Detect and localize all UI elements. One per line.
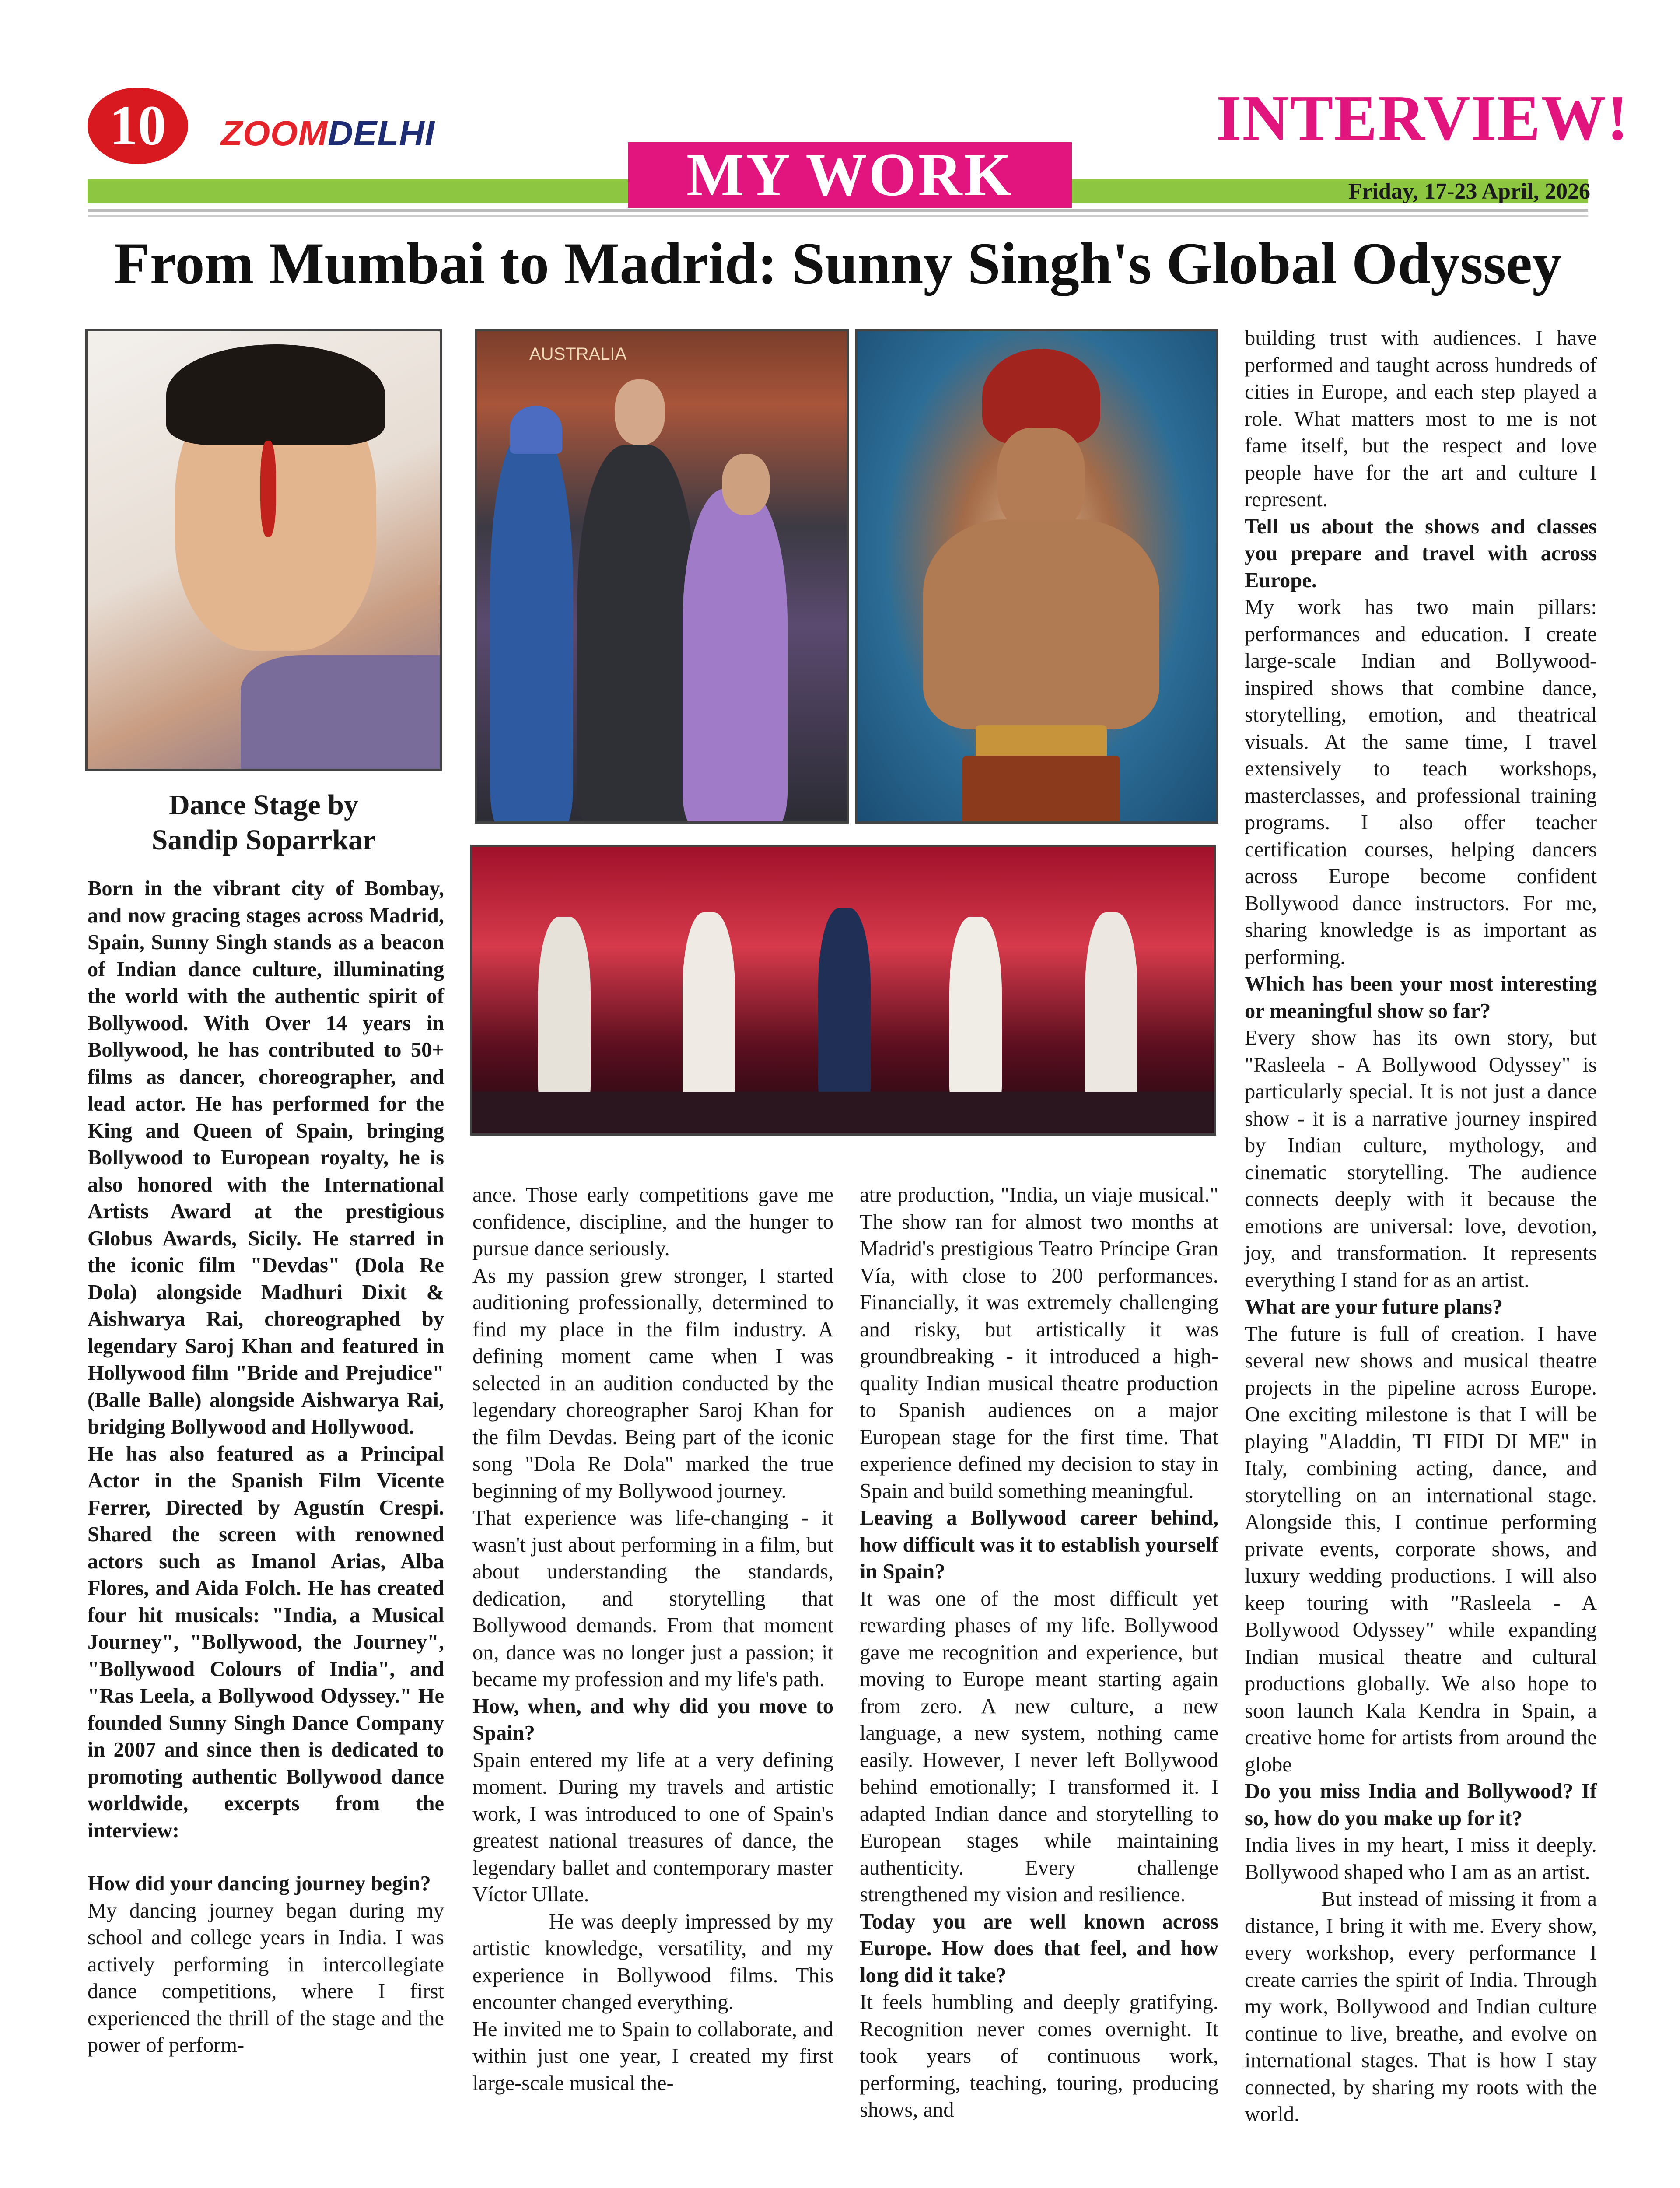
article-headline: From Mumbai to Madrid: Sunny Singh's Global Odyssey	[114, 231, 1562, 296]
photo-credit	[85, 788, 442, 858]
answer: The future is full of creation. I have several new shows and musical theatre projects in the pipeline across Europe. One exciting milestone is that I will be playing "Aladdin, TI FIDI DI ME" in Italy, combining acting, dance, and storytelling on an international stage. Alongside this, I continue performing private events, corporate shows, and luxury wedding productions. I will also keep touring with "Rasleela - A Bollywood Odyssey" while expanding Indian musical theatre and cultural productions globally. We also hope to soon launch Kala Kendra in Spain, a creative home for artists from around the globe	[1245, 1322, 1597, 1776]
question: How did your dancing journey begin?	[88, 1872, 431, 1895]
answer: He was deeply impressed by my artistic knowledge, versatility, and my experience in Bollywood films. This encounter changed everything.	[472, 1910, 833, 2014]
logo-delhi: DELHI	[327, 114, 435, 153]
answer: Spain entered my life at a very defining moment. During my travels and artistic work, I was introduced to one of Spain's greatest national treasures of dance, the legendary ballet and contemporary master Víctor Ullate.	[472, 1748, 833, 1906]
category-label: MY WORK	[628, 142, 1072, 208]
answer: atre production, "India, un viaje musical." The show ran for almost two months at Madrid's prestigious Teatro Príncipe Gran Vía, with close to 200 performances. Financially, it was extremely challenging and risky, but artistically it was groundbreaking - it introduced a high-quality Indian musical theatre production to Spanish audiences on a major European stage for the first time. That experience defined my decision to stay in Spain and build something meaningful.	[860, 1183, 1218, 1503]
section-title: INTERVIEW!	[1216, 82, 1630, 154]
answer: He invited me to Spain to collaborate, and within just one year, I created my first large-scale musical the-	[472, 2017, 833, 2095]
question: How, when, and why did you move to Spain?	[472, 1694, 833, 1745]
dancer-turban-photo	[855, 329, 1218, 824]
header-rule-thin	[88, 215, 1588, 217]
article-column-4	[1245, 325, 1597, 2128]
issue-date: Friday, 17-23 April, 2026	[1348, 179, 1590, 204]
publication-logo	[221, 109, 435, 158]
answer: My dancing journey began during my school and college years in India. I was actively performing in intercollegiate dance competitions, where I first experienced the thrill of the stage and the power of perform-	[88, 1899, 444, 2057]
answer: It was one of the most difficult yet rewarding phases of my life. Bollywood gave me recognition and experience, but moving to Europe meant starting again from zero. A new culture, a new language, a new system, nothing came easily. However, I never left Bollywood behind emotionally; I transformed it. I adapted Indian dance and storytelling to European stages while maintaining authenticity. Every challenge strengthened my vision and resilience.	[860, 1587, 1218, 1906]
page-number: 10	[88, 88, 188, 164]
answer: That experience was life-changing - it wasn't just about performing in a film, but about understanding the standards, dedication, and storytelling that Bollywood demands. From that moment on, dance was no longer just a passion; it became my profession and my life's path.	[472, 1506, 833, 1691]
portrait-photo	[85, 329, 442, 771]
question: What are your future plans?	[1245, 1295, 1503, 1318]
australia-banner: AUSTRALIA	[529, 344, 627, 364]
royal-meeting-photo	[475, 329, 849, 824]
stage-performance-photo	[470, 845, 1216, 1136]
answer: Every show has its own story, but "Rasleela - A Bollywood Odyssey" is particularly special. It is not just a dance show - it is a narrative journey inspired by Indian culture, mythology, and cinematic storytelling. The audience connects deeply with it because the emotions are universal: love, devotion, joy, and transformation. It represents everything I stand for as an artist.	[1245, 1026, 1597, 1292]
header-rule	[88, 209, 1588, 212]
photo-credit-line-2: Sandip Soparrkar	[151, 824, 376, 856]
answer: As my passion grew stronger, I started auditioning professionally, determined to find my place in the film industry. A defining moment came when I was selected in an audition conducted by the legendary choreographer Saroj Khan for the film Devdas. Being part of the iconic song "Dola Re Dola" marked the true beginning of my Bollywood journey.	[472, 1264, 833, 1503]
question: Today you are well known across Europe. How does that feel, and how long did it take?	[860, 1910, 1218, 1987]
answer: ance. Those early competitions gave me confidence, discipline, and the hunger to pursue dance seriously.	[472, 1183, 833, 1260]
question: Leaving a Bollywood career behind, how difficult was it to establish yourself in Spain?	[860, 1506, 1218, 1583]
answer: India lives in my heart, I miss it deeply. Bollywood shaped who I am as an artist.	[1245, 1834, 1597, 1884]
answer: But instead of missing it from a distance, I bring it with me. Every show, every workshop, every performance I create carries the spirit of India. Through my work, Bollywood and Indian culture continue to live, breathe, and evolve on international stages. That is how I stay connected, by sharing my roots with the world.	[1245, 1887, 1597, 2126]
question: Do you miss India and Bollywood? If so, how do you make up for it?	[1245, 1780, 1597, 1830]
answer: It feels humbling and deeply gratifying. Recognition never comes overnight. It took years of continuous work, performing, teaching, touring, producing shows, and	[860, 1991, 1218, 2121]
article-column-2	[472, 1182, 833, 2097]
question: Tell us about the shows and classes you prepare and travel with across Europe.	[1245, 515, 1597, 592]
article-column-3	[860, 1182, 1218, 2124]
answer: My work has two main pillars: performances and education. I create large-scale Indian and Bollywood-inspired shows that combine dance, storytelling, emotion, and theatrical visuals. At the same time, I travel extensively to teach workshops, masterclasses, and professional training programs. I also offer teacher certification courses, helping dancers across Europe become confident Bollywood dance instructors. For me, sharing knowledge is as important as performing.	[1245, 596, 1597, 969]
intro-paragraph: He has also featured as a Principal Actor in the Spanish Film Vicente Ferrer, Directed by Agustín Crespi. Shared the screen with renowned actors such as Imanol Arias, Alba Flores, and Aida Folch. He has created four hit musicals: "India, a Musical Journey", "Bollywood, the Journey", "Bollywood Colours of India", and "Ras Leela, a Bollywood Odyssey." He founded Sunny Singh Dance Company in 2007 and since then is dedicated to promoting authentic Bollywood dance worldwide, excerpts from the interview:	[88, 1442, 444, 1842]
intro-paragraph: Born in the vibrant city of Bombay, and now gracing stages across Madrid, Spain, Sunny Singh stands as a beacon of Indian dance culture, illuminating the world with the authentic spirit of Bollywood. With Over 14 years in Bollywood, he has contributed to 50+ films as dancer, choreographer, and lead actor. He has performed for the King and Queen of Spain, bringing Bollywood to European royalty, he is also honored with the International Artists Award at the prestigious Globus Awards, Sicily. He starred in the iconic film "Devdas" (Dola Re Dola) alongside Madhuri Dixit & Aishwarya Rai, choreographed by legendary Saroj Khan and featured in Hollywood film "Bride and Prejudice" (Balle Balle) alongside Aishwarya Rai, bridging Bollywood and Hollywood.	[88, 877, 444, 1438]
article-column-1	[88, 875, 444, 2059]
answer: building trust with audiences. I have performed and taught across hundreds of cities in Europe, and each step played a role. What matters most to me is not fame itself, but the respect and love people have for the art and culture I represent.	[1245, 326, 1597, 511]
photo-credit-line-1: Dance Stage by	[169, 789, 358, 821]
logo-zoom: ZOOM	[221, 114, 328, 153]
question: Which has been your most interesting or meaningful show so far?	[1245, 972, 1597, 1023]
